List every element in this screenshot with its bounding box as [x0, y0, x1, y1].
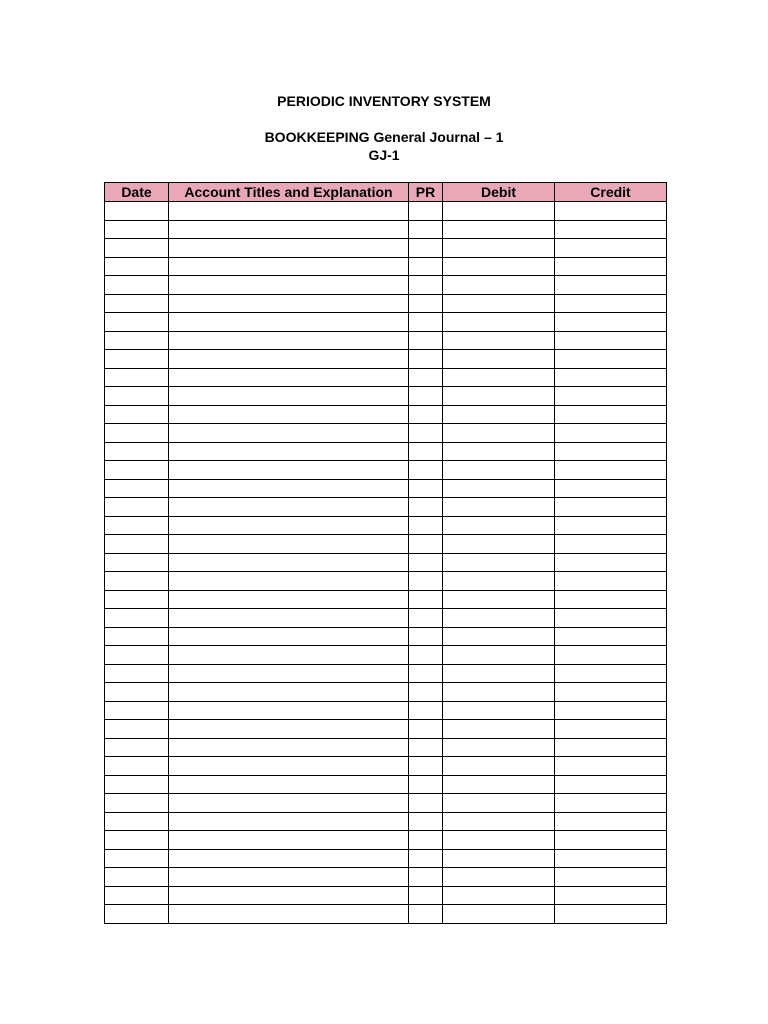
column-header-credit: Credit — [555, 183, 667, 202]
cell-credit[interactable] — [555, 498, 667, 517]
table-row — [105, 572, 667, 591]
cell-debit[interactable] — [443, 424, 555, 443]
cell-account[interactable] — [169, 239, 409, 258]
cell-account[interactable] — [169, 220, 409, 239]
cell-account[interactable] — [169, 590, 409, 609]
table-row — [105, 553, 667, 572]
cell-debit[interactable] — [443, 905, 555, 924]
cell-pr[interactable] — [409, 905, 443, 924]
cell-account[interactable] — [169, 757, 409, 776]
table-row — [105, 831, 667, 850]
cell-account[interactable] — [169, 701, 409, 720]
cell-credit[interactable] — [555, 664, 667, 683]
cell-date[interactable] — [105, 202, 169, 221]
table-row — [105, 350, 667, 369]
table-row — [105, 609, 667, 628]
table-row — [105, 868, 667, 887]
column-header-pr: PR — [409, 183, 443, 202]
cell-debit[interactable] — [443, 664, 555, 683]
cell-date[interactable] — [105, 831, 169, 850]
cell-debit[interactable] — [443, 831, 555, 850]
table-row — [105, 683, 667, 702]
cell-pr[interactable] — [409, 775, 443, 794]
table-row — [105, 257, 667, 276]
table-row — [105, 368, 667, 387]
cell-account[interactable] — [169, 683, 409, 702]
cell-debit[interactable] — [443, 276, 555, 295]
cell-debit[interactable] — [443, 387, 555, 406]
cell-debit[interactable] — [443, 442, 555, 461]
cell-account[interactable] — [169, 886, 409, 905]
cell-date[interactable] — [105, 775, 169, 794]
cell-account[interactable] — [169, 498, 409, 517]
cell-credit[interactable] — [555, 387, 667, 406]
cell-account[interactable] — [169, 479, 409, 498]
cell-date[interactable] — [105, 683, 169, 702]
table-row — [105, 627, 667, 646]
cell-pr[interactable] — [409, 239, 443, 258]
cell-date[interactable] — [105, 738, 169, 757]
cell-date[interactable] — [105, 609, 169, 628]
cell-date[interactable] — [105, 905, 169, 924]
cell-pr[interactable] — [409, 257, 443, 276]
cell-date[interactable] — [105, 701, 169, 720]
cell-date[interactable] — [105, 664, 169, 683]
cell-account[interactable] — [169, 535, 409, 554]
cell-debit[interactable] — [443, 627, 555, 646]
cell-debit[interactable] — [443, 886, 555, 905]
cell-credit[interactable] — [555, 794, 667, 813]
cell-debit[interactable] — [443, 590, 555, 609]
cell-debit[interactable] — [443, 350, 555, 369]
table-row — [105, 849, 667, 868]
cell-account[interactable] — [169, 775, 409, 794]
cell-pr[interactable] — [409, 738, 443, 757]
cell-pr[interactable] — [409, 331, 443, 350]
cell-credit[interactable] — [555, 646, 667, 665]
cell-account[interactable] — [169, 905, 409, 924]
table-row — [105, 812, 667, 831]
cell-date[interactable] — [105, 294, 169, 313]
cell-pr[interactable] — [409, 202, 443, 221]
cell-credit[interactable] — [555, 313, 667, 332]
cell-account[interactable] — [169, 516, 409, 535]
cell-credit[interactable] — [555, 239, 667, 258]
table-row — [105, 905, 667, 924]
cell-pr[interactable] — [409, 849, 443, 868]
cell-pr[interactable] — [409, 646, 443, 665]
cell-date[interactable] — [105, 368, 169, 387]
cell-credit[interactable] — [555, 683, 667, 702]
cell-credit[interactable] — [555, 812, 667, 831]
cell-pr[interactable] — [409, 387, 443, 406]
cell-debit[interactable] — [443, 368, 555, 387]
cell-date[interactable] — [105, 276, 169, 295]
table-row — [105, 701, 667, 720]
general-journal-table — [104, 182, 667, 924]
cell-pr[interactable] — [409, 405, 443, 424]
cell-account[interactable] — [169, 868, 409, 887]
cell-pr[interactable] — [409, 590, 443, 609]
cell-credit[interactable] — [555, 572, 667, 591]
cell-account[interactable] — [169, 368, 409, 387]
cell-date[interactable] — [105, 757, 169, 776]
table-row — [105, 276, 667, 295]
cell-debit[interactable] — [443, 720, 555, 739]
cell-account[interactable] — [169, 720, 409, 739]
cell-pr[interactable] — [409, 368, 443, 387]
cell-debit[interactable] — [443, 868, 555, 887]
cell-account[interactable] — [169, 442, 409, 461]
cell-account[interactable] — [169, 202, 409, 221]
cell-pr[interactable] — [409, 516, 443, 535]
cell-debit[interactable] — [443, 683, 555, 702]
column-header-date: Date — [105, 183, 169, 202]
cell-credit[interactable] — [555, 757, 667, 776]
cell-date[interactable] — [105, 257, 169, 276]
cell-account[interactable] — [169, 794, 409, 813]
cell-account[interactable] — [169, 738, 409, 757]
cell-credit[interactable] — [555, 202, 667, 221]
cell-debit[interactable] — [443, 794, 555, 813]
cell-pr[interactable] — [409, 609, 443, 628]
cell-debit[interactable] — [443, 646, 555, 665]
cell-account[interactable] — [169, 331, 409, 350]
table-row — [105, 220, 667, 239]
table-row — [105, 535, 667, 554]
cell-credit[interactable] — [555, 516, 667, 535]
journal-body — [105, 202, 667, 924]
cell-date[interactable] — [105, 387, 169, 406]
cell-pr[interactable] — [409, 794, 443, 813]
cell-account[interactable] — [169, 627, 409, 646]
cell-account[interactable] — [169, 313, 409, 332]
cell-date[interactable] — [105, 350, 169, 369]
cell-credit[interactable] — [555, 905, 667, 924]
cell-debit[interactable] — [443, 553, 555, 572]
cell-credit[interactable] — [555, 609, 667, 628]
table-row — [105, 294, 667, 313]
cell-debit[interactable] — [443, 738, 555, 757]
cell-debit[interactable] — [443, 757, 555, 776]
table-row — [105, 331, 667, 350]
cell-date[interactable] — [105, 239, 169, 258]
cell-credit[interactable] — [555, 775, 667, 794]
table-row — [105, 202, 667, 221]
cell-pr[interactable] — [409, 868, 443, 887]
table-row — [105, 886, 667, 905]
cell-account[interactable] — [169, 276, 409, 295]
cell-date[interactable] — [105, 794, 169, 813]
cell-credit[interactable] — [555, 553, 667, 572]
cell-credit[interactable] — [555, 405, 667, 424]
cell-account[interactable] — [169, 812, 409, 831]
table-row — [105, 590, 667, 609]
cell-account[interactable] — [169, 664, 409, 683]
cell-debit[interactable] — [443, 331, 555, 350]
cell-credit[interactable] — [555, 442, 667, 461]
cell-debit[interactable] — [443, 849, 555, 868]
cell-credit[interactable] — [555, 424, 667, 443]
cell-pr[interactable] — [409, 701, 443, 720]
cell-pr[interactable] — [409, 812, 443, 831]
cell-credit[interactable] — [555, 831, 667, 850]
table-row — [105, 405, 667, 424]
table-row — [105, 738, 667, 757]
cell-pr[interactable] — [409, 276, 443, 295]
cell-account[interactable] — [169, 572, 409, 591]
table-row — [105, 239, 667, 258]
cell-date[interactable] — [105, 516, 169, 535]
cell-date[interactable] — [105, 498, 169, 517]
cell-pr[interactable] — [409, 757, 443, 776]
table-row — [105, 664, 667, 683]
journal-subtitle: BOOKKEEPING General Journal – 1 — [264, 129, 504, 145]
cell-pr[interactable] — [409, 442, 443, 461]
cell-credit[interactable] — [555, 294, 667, 313]
cell-account[interactable] — [169, 405, 409, 424]
cell-credit[interactable] — [555, 350, 667, 369]
table-row — [105, 387, 667, 406]
cell-credit[interactable] — [555, 368, 667, 387]
cell-credit[interactable] — [555, 276, 667, 295]
cell-credit[interactable] — [555, 886, 667, 905]
table-row — [105, 442, 667, 461]
table-row — [105, 479, 667, 498]
cell-debit[interactable] — [443, 535, 555, 554]
table-row — [105, 775, 667, 794]
cell-pr[interactable] — [409, 498, 443, 517]
table-row — [105, 461, 667, 480]
table-row — [105, 313, 667, 332]
cell-pr[interactable] — [409, 535, 443, 554]
cell-debit[interactable] — [443, 294, 555, 313]
cell-credit[interactable] — [555, 479, 667, 498]
cell-credit[interactable] — [555, 461, 667, 480]
cell-credit[interactable] — [555, 868, 667, 887]
cell-date[interactable] — [105, 461, 169, 480]
cell-debit[interactable] — [443, 572, 555, 591]
cell-debit[interactable] — [443, 775, 555, 794]
cell-date[interactable] — [105, 313, 169, 332]
table-row — [105, 794, 667, 813]
cell-credit[interactable] — [555, 220, 667, 239]
cell-credit[interactable] — [555, 720, 667, 739]
cell-pr[interactable] — [409, 627, 443, 646]
cell-credit[interactable] — [555, 627, 667, 646]
cell-date[interactable] — [105, 646, 169, 665]
table-row — [105, 424, 667, 443]
cell-pr[interactable] — [409, 479, 443, 498]
cell-debit[interactable] — [443, 498, 555, 517]
cell-debit[interactable] — [443, 257, 555, 276]
cell-account[interactable] — [169, 849, 409, 868]
cell-account[interactable] — [169, 646, 409, 665]
cell-credit[interactable] — [555, 590, 667, 609]
cell-debit[interactable] — [443, 405, 555, 424]
cell-date[interactable] — [105, 479, 169, 498]
cell-account[interactable] — [169, 350, 409, 369]
cell-date[interactable] — [105, 868, 169, 887]
cell-debit[interactable] — [443, 220, 555, 239]
cell-date[interactable] — [105, 331, 169, 350]
cell-debit[interactable] — [443, 239, 555, 258]
cell-date[interactable] — [105, 720, 169, 739]
cell-pr[interactable] — [409, 831, 443, 850]
cell-date[interactable] — [105, 886, 169, 905]
cell-debit[interactable] — [443, 313, 555, 332]
cell-date[interactable] — [105, 849, 169, 868]
cell-credit[interactable] — [555, 849, 667, 868]
cell-pr[interactable] — [409, 683, 443, 702]
cell-debit[interactable] — [443, 812, 555, 831]
cell-debit[interactable] — [443, 609, 555, 628]
table-row — [105, 757, 667, 776]
cell-credit[interactable] — [555, 257, 667, 276]
cell-pr[interactable] — [409, 313, 443, 332]
cell-pr[interactable] — [409, 461, 443, 480]
table-row — [105, 646, 667, 665]
cell-account[interactable] — [169, 257, 409, 276]
cell-debit[interactable] — [443, 516, 555, 535]
cell-pr[interactable] — [409, 220, 443, 239]
cell-date[interactable] — [105, 535, 169, 554]
cell-date[interactable] — [105, 442, 169, 461]
cell-pr[interactable] — [409, 553, 443, 572]
cell-credit[interactable] — [555, 738, 667, 757]
cell-account[interactable] — [169, 609, 409, 628]
column-header-account-titles: Account Titles and Explanation — [169, 183, 409, 202]
cell-account[interactable] — [169, 461, 409, 480]
cell-account[interactable] — [169, 424, 409, 443]
cell-date[interactable] — [105, 572, 169, 591]
cell-account[interactable] — [169, 294, 409, 313]
table-header-row — [105, 183, 667, 202]
cell-account[interactable] — [169, 387, 409, 406]
cell-date[interactable] — [105, 812, 169, 831]
cell-account[interactable] — [169, 553, 409, 572]
cell-date[interactable] — [105, 590, 169, 609]
cell-debit[interactable] — [443, 202, 555, 221]
cell-credit[interactable] — [555, 331, 667, 350]
table-row — [105, 516, 667, 535]
cell-debit[interactable] — [443, 461, 555, 480]
cell-debit[interactable] — [443, 701, 555, 720]
cell-pr[interactable] — [409, 424, 443, 443]
cell-pr[interactable] — [409, 350, 443, 369]
table-row — [105, 720, 667, 739]
page-title: PERIODIC INVENTORY SYSTEM — [277, 93, 491, 109]
cell-debit[interactable] — [443, 479, 555, 498]
cell-date[interactable] — [105, 627, 169, 646]
cell-pr[interactable] — [409, 572, 443, 591]
cell-pr[interactable] — [409, 664, 443, 683]
cell-credit[interactable] — [555, 535, 667, 554]
column-header-debit: Debit — [443, 183, 555, 202]
cell-pr[interactable] — [409, 294, 443, 313]
journal-code: GJ-1 — [368, 147, 400, 163]
cell-date[interactable] — [105, 405, 169, 424]
cell-pr[interactable] — [409, 720, 443, 739]
table-row — [105, 498, 667, 517]
cell-date[interactable] — [105, 220, 169, 239]
cell-date[interactable] — [105, 424, 169, 443]
cell-pr[interactable] — [409, 886, 443, 905]
cell-credit[interactable] — [555, 701, 667, 720]
cell-date[interactable] — [105, 553, 169, 572]
cell-account[interactable] — [169, 831, 409, 850]
